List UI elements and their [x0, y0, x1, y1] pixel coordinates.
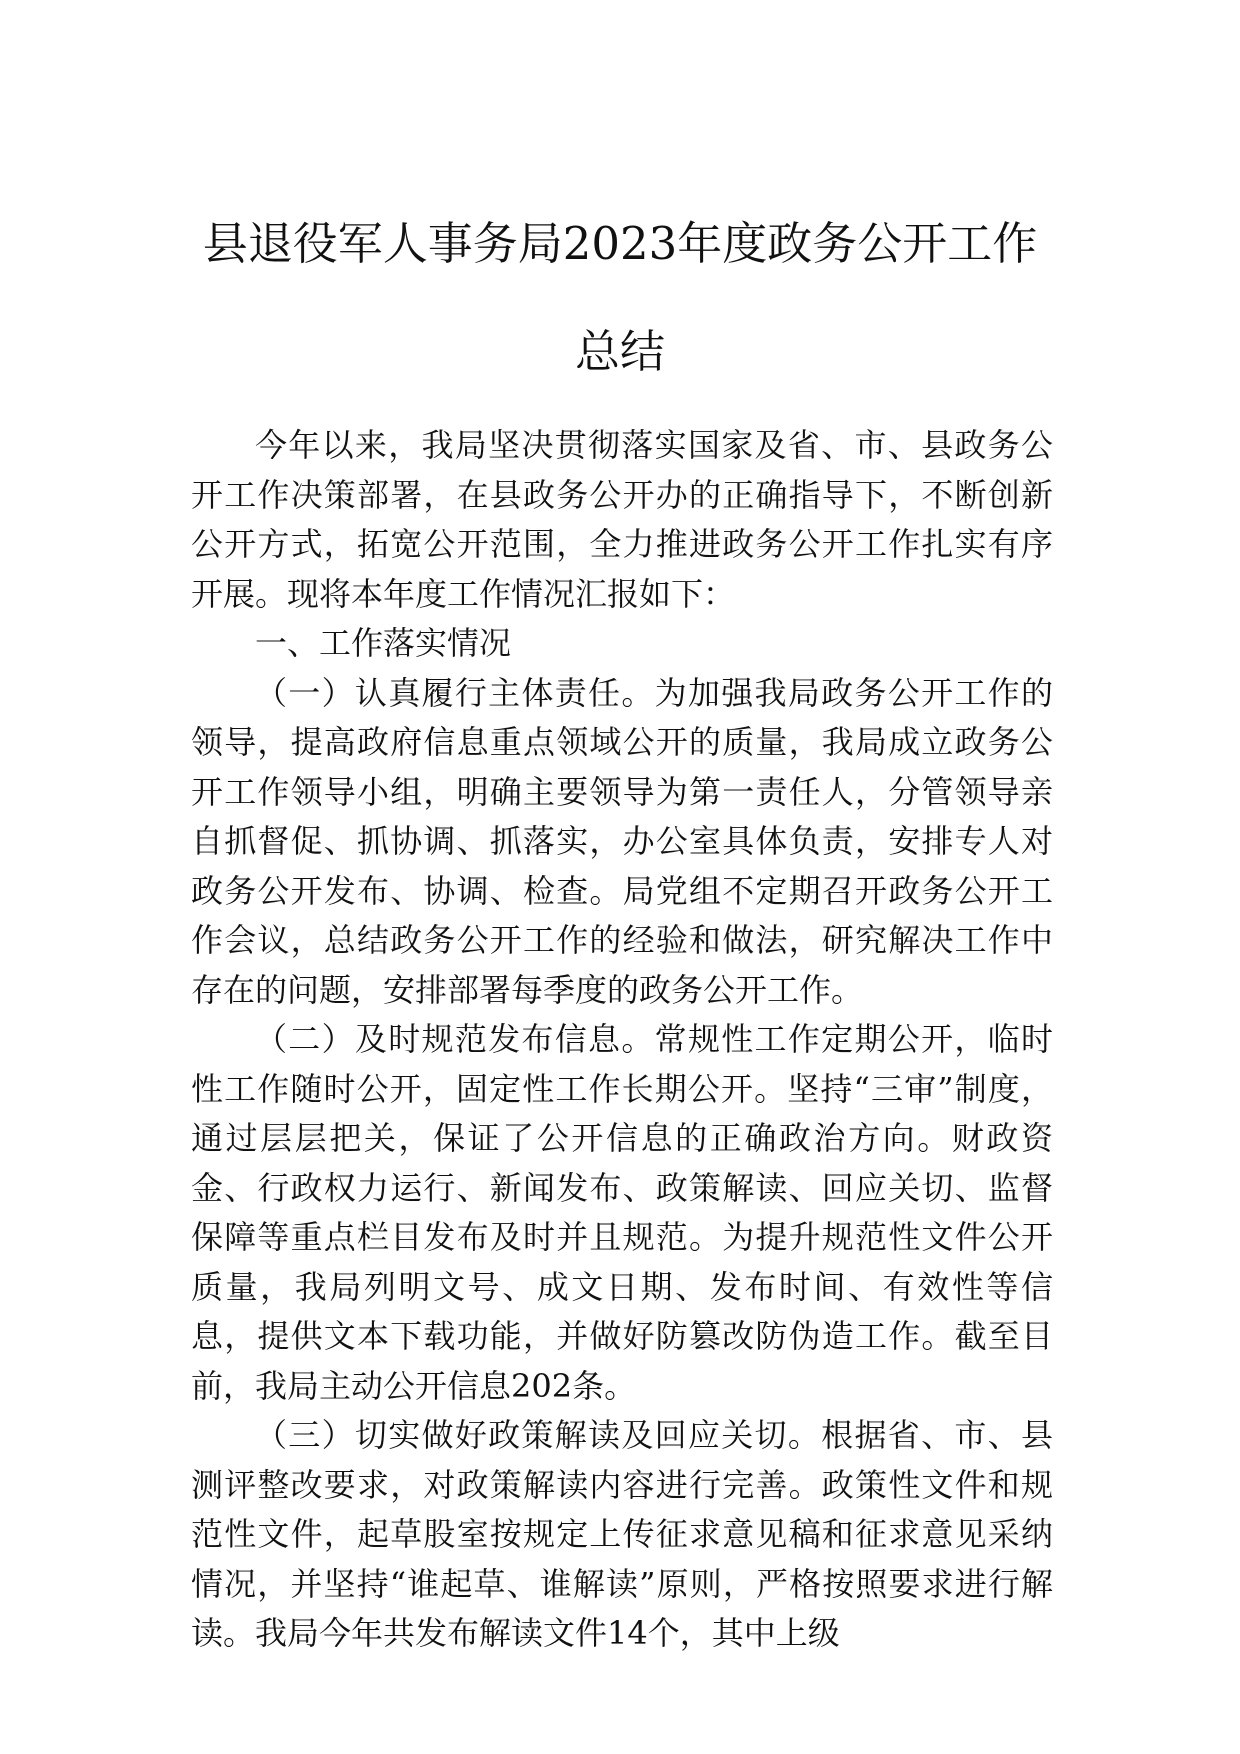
- section-heading: 一、工作落实情况: [255, 624, 512, 662]
- paragraph-policy-interpretation: （三）切实做好政策解读及回应关切。根据省、市、县测评整改要求，对政策解读内容进行完善。政策性文件和规范性文件，起草股室按规定上传征求意见稿和征求意见采纳情况，并坚持“谁起草、谁解读”原则，严格按照要求进行解读。我局今年共发布解读文件14个，其中上级: [191, 1416, 1053, 1652]
- paragraph-publishing: （二）及时规范发布信息。常规性工作定期公开，临时性工作随时公开，固定性工作长期公开。坚持“三审”制度，通过层层把关，保证了公开信息的正确政治方向。财政资金、行政权力运行、新闻发布、政策解读、回应关切、监督保障等重点栏目发布及时并且规范。为提升规范性文件公开质量，我局列明文号、成文日期、发布时间、有效性等信息，提供文本下载功能，并做好防篡改防伪造工作。截至目前，我局主动公开信息202条。: [191, 1020, 1053, 1405]
- document-body: [191, 421, 1053, 1659]
- document-title: [150, 190, 1090, 406]
- paragraph-responsibility: （一）认真履行主体责任。为加强我局政务公开工作的领导，提高政府信息重点领域公开的质量，我局成立政务公开工作领导小组，明确主要领导为第一责任人，分管领导亲自抓督促、抓协调、抓落实，办公室具体负责，安排专人对政务公开发布、协调、检查。局党组不定期召开政务公开工作会议，总结政务公开工作的经验和做法，研究解决工作中存在的问题，安排部署每季度的政务公开工作。: [191, 673, 1053, 1009]
- title-line-1: 县退役军人事务局2023年度政务公开工作: [202, 217, 1038, 270]
- title-line-2: 总结: [574, 325, 665, 378]
- intro-paragraph: 今年以来，我局坚决贯彻落实国家及省、市、县政务公开工作决策部署，在县政务公开办的正确指导下，不断创新公开方式，拓宽公开范围，全力推进政务公开工作扎实有序开展。现将本年度工作情况汇报如下：: [191, 426, 1053, 613]
